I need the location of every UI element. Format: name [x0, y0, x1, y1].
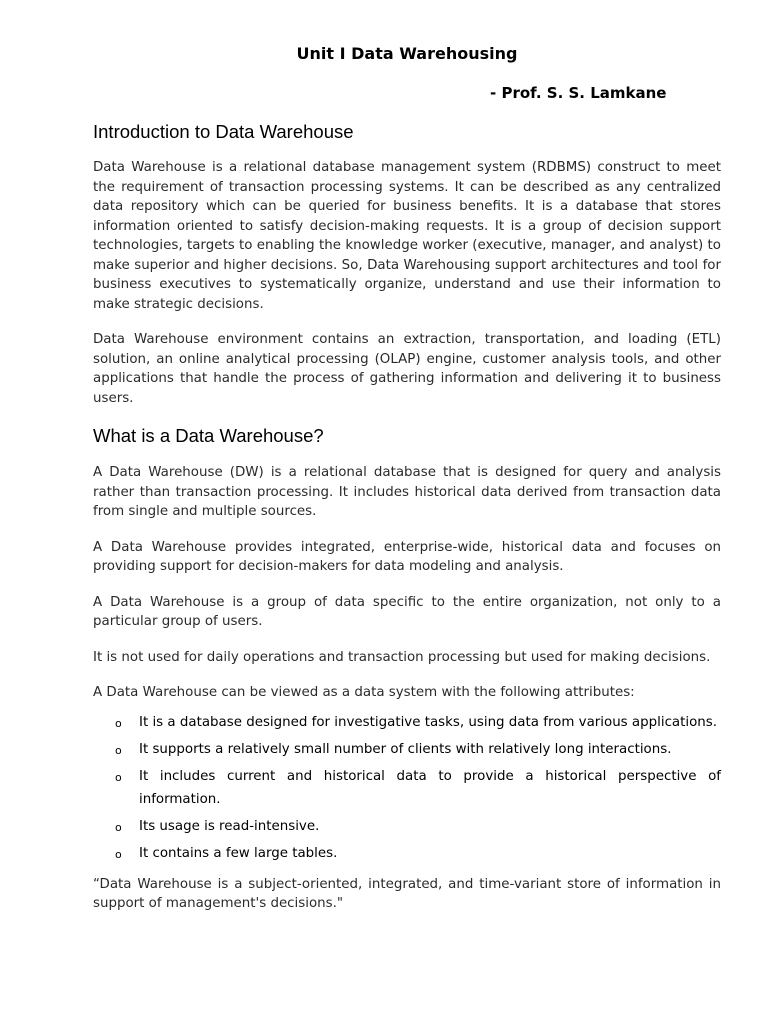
- paragraph: Data Warehouse environment contains an extraction, transportation, and loading (ETL) solution, an online analytical processing (OLAP) engine, customer analysis tools, and other applications that handle the process of gathering information and delivering it to business users.: [93, 332, 721, 406]
- list-item-text: It contains a few large tables.: [139, 845, 338, 861]
- paragraph: It is not used for daily operations and transaction processing but used for making decisions.: [93, 649, 711, 665]
- section-heading-what-is-dw: What is a Data Warehouse?: [93, 425, 324, 446]
- paragraph: Data Warehouse is a relational database management system (RDBMS) construct to meet the requirement of transaction processing systems. It can be described as any centralized data repository which can be queried for business benefits. It is a database that stores information oriented to satisfy decision-making requests. It is a group of decision support technologies, targets to enabling the knowledge worker (executive, manager, and analyst) to make superior and higher decisions. So, Data Warehousing support architectures and tool for business executives to systematically organize, understand and use their information to make strategic decisions.: [93, 160, 721, 312]
- list-item: [115, 815, 721, 838]
- list-item: [115, 842, 721, 865]
- author-line: - Prof. S. S. Lamkane: [490, 84, 667, 102]
- list-item-text: It supports a relatively small number of clients with relatively long interactions.: [139, 741, 672, 757]
- list-item: [115, 711, 721, 734]
- section-heading-introduction: Introduction to Data Warehouse: [93, 121, 354, 142]
- bullet-icon: o: [115, 743, 122, 757]
- paragraph: A Data Warehouse is a group of data specific to the entire organization, not only to a particular group of users.: [93, 594, 721, 629]
- list-item-text: It includes current and historical data to provide a historical perspective of information.: [139, 768, 721, 807]
- attributes-list: [93, 711, 721, 865]
- document-body: [93, 118, 721, 930]
- list-item: [115, 738, 721, 761]
- list-item-text: Its usage is read-intensive.: [139, 818, 320, 834]
- paragraph: A Data Warehouse (DW) is a relational database that is designed for query and analysis rather than transaction processing. It includes historical data derived from transaction data from single and multiple sources.: [93, 465, 721, 519]
- document-title: Unit I Data Warehousing: [296, 44, 518, 63]
- bullet-icon: o: [115, 847, 122, 861]
- bullet-icon: o: [115, 716, 122, 730]
- paragraph: A Data Warehouse can be viewed as a data system with the following attributes:: [93, 685, 635, 700]
- list-item: [115, 765, 721, 811]
- list-item-text: It is a database designed for investigative tasks, using data from various applications.: [139, 714, 718, 730]
- definition-quote: “Data Warehouse is a subject-oriented, integrated, and time-variant store of information in support of management's decisions.": [93, 876, 721, 911]
- bullet-icon: o: [115, 770, 122, 784]
- bullet-icon: o: [115, 820, 122, 834]
- paragraph: A Data Warehouse provides integrated, enterprise-wide, historical data and focuses on providing support for decision-makers for data modeling and analysis.: [93, 539, 721, 574]
